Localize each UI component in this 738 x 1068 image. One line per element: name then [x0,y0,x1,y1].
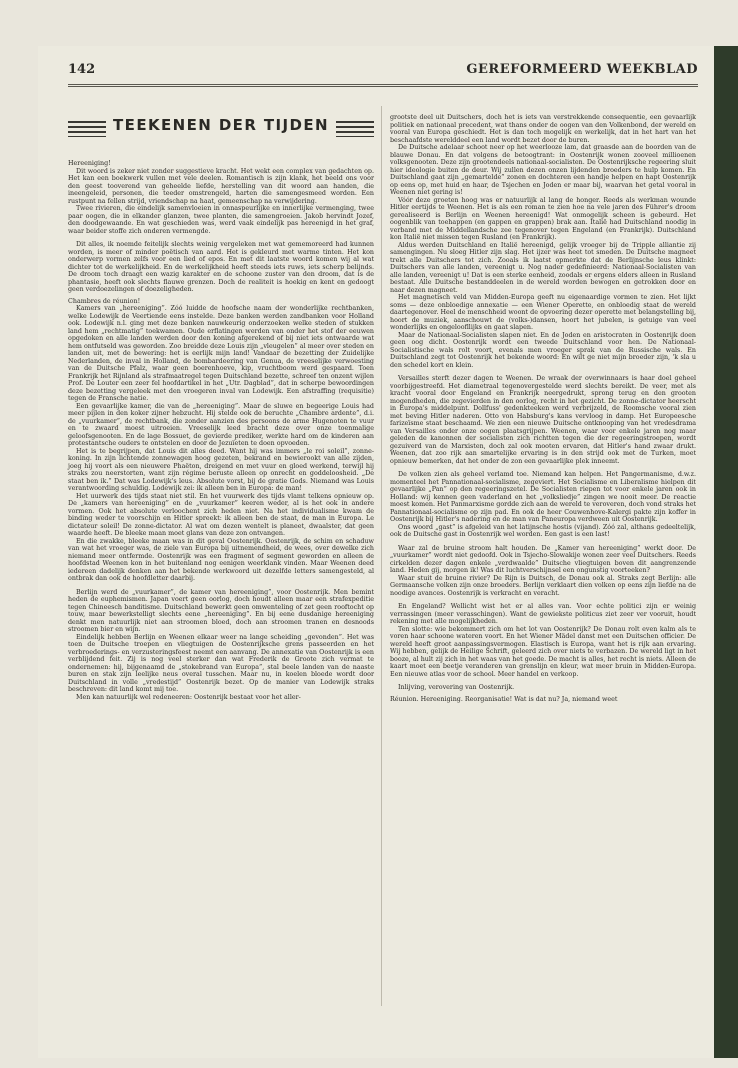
page-edge-shadow [714,46,738,1058]
left-column-paragraph: Men kan natuurlijk wel redeneeren: Oostenrijk bestaat voor het aller- [76,693,301,701]
title-ornament-rule-right [336,121,374,137]
right-column-paragraph: Ten slotte: wie bekommert zich om het lot van Oostenrijk? De Donau rolt even kalm als te voren haar schoone wateren voort. En het Wiener Mädel danst met een Duitschen officier. De wereld heeft groot aanpassingsvermogen. Elastisch is Europa, want het is rijk aan ervaring. Wij hebben, gelijk de Heilige Schrift, geleerd zich over niets te verbazen. De wereld ligt in het booze, al hult zij zich in het waas van het goede. De macht is alles, het recht is niets. Alleen de kaart moet een beetje veranderen van grenslijn en kleur, wat meer bruin in Midden-Europa. Een nieuwe atlas voor de school. Meer handel en verkoop. [390,625,696,678]
article-title-block [68,112,374,148]
right-column-paragraph: Aldus werden Duitschland en Italië hereenigd, gelijk vroeger bij de Tripple alliantie zij samengingen. Nu sloeg Hitler zijn slag. Het ijzer was heet tot smeden. De Duitsche magneet trekt alle Duitschers tot zich. Zooals ik laatst opmerkte dat de Berlijnsche leus klinkt: Duitschers van alle landen, vereenigt u. Nog nader gedefinieerd: Nationaal-Socialisten van alle landen, vereenigt u! Dat is een sterke eenheid, zoodals er ergens elders alleen in Rusland bestaat. Alle Duitsche bestanddeelen in de wereld worden bewogen en getrokken door en naar dezen magneet. [390,241,696,294]
left-column-paragraph: Kamers van „hereeniging”. Zóó luidde de hoofsche naam der wonderlijke rechtbanken, welke Lodewijk de Veertiende eens instelde. Deze banken werden zandbanken voor Holland ook. Lodewijk n.l. ging met deze banken nauwkeurig onderzoeken welke steden of stukken land hem „rechtmatig” toekwamen. Oude erflatingen werden van onder het stof der eeuwen opgedoken en alle landen werden door den koning afgerekend of bij niet iets ontwaarde wat hem ontfutseld was geworden. Zoo breidde deze Louis zijn „vleugelen” al meer over steden en landen uit, met de bewering: het is eerlijk mijn land! Vandaar de bezetting der Zuidelijke Nederlanden, de inval in Holland, de bombardeering van Genua, de vreeselijke verwoesting van de Duitsche Pfalz, waar geen boerenhoeve, kip, vruchtboom werd gespaard. Toen Frankrijk het Rijnland als strafmaatregel tegen Duitschland bezette, schreef ten onzent wijlen Prof. De Louter een zeer fel hoofdartikel in het „Utr. Dagblad”, dat in scherpe bewoordingen deze bezetting vergeleek met den vroegeren inval van Lodewijk. Een afstraffing (requisitie) tegen de Fransche natie. [68,305,374,402]
magazine-page [38,46,714,1058]
left-column-paragraph: Dit alles, ik noemde feitelijk slechts weinig vergeleken met wat gememoreerd had kunnen worden, is meer of minder poëtisch van aard. Het is gekleurd met warme tinten. Het kon onderwerp vormen zelfs voor een lied of epos. En met dit laatste woord komen wij al wat dichter tot de werkelijkheid. En de werkelijkheid heeft steeds iets ruws, iets scherp belijnds. De droom toch draagt een wazig karakter en de schoone zuster van den droom, dat is de phantasie, heeft ook slechts flauwe grenzen. Doch de realiteit is hoekig en kent en gedoogt geen verdoezelingen of doezeligheden. [68,241,374,293]
left-column [68,156,374,701]
left-column-paragraph: Het is te begrijpen, dat Louis dit alles deed. Want hij was immers „le roi soleil”, zonne-koning. In zijn lichtende zonnewagen hoog gezeten, bekrand en bewierookt van alle zijden, joeg hij voort als een nieuwere Phaëton, dreigend en met vuur en gloed werkend, terwijl hij straks zou neerstorten, want zijn régime beruste alleen op onrecht en goddeloosheid. „De staat ben ik.” Dat was Lodewijk's leus. Absolute vorst, bij de gratie Gods. Niemand was Louis verantwoording schuldig. Lodewijk zei: ik alleen ben in Europa: de man! [68,447,374,492]
left-column-paragraph: Berlijn werd de „vuurkamer”, de kamer van hereeniging”, voor Oostenrijk. Men bemint heden de euphemismen. Japan voert geen oorlog, doch houdt alleen maar een strafexpeditie tegen Chineesch banditisme. Duitschland bewerkt geen omwenteling of zet geen rooftocht op touw, maar bewerkstelligt slechts eene „hereeniging”. En bij eene dusdanige hereeniging denkt men natuurlijk niet aan stroomen bloed, doch aan stroomen tranen en desnoods stroomen bier en wijn. [68,588,374,633]
right-column-paragraph: Waar zal de bruine stroom halt houden. De „Kamer van hereeniging” werkt door. De „vuurkamer” wordt niet gedoofd. Ook in Tsjecho-Slowakije wonen zeer veel Duitschers. Reeds cirkelden dezer dagen enkele „verdwaalde” Duitsche vliegtuigen boven dit aangrenzende land. Heden gij, morgen ik! Was dit luchtverschijnsel een ongunstig voorteeken? [390,544,696,574]
left-column-paragraph: Eindelijk hebben Berlijn en Weenen elkaar weer na lange scheiding „gevonden”. Het was toen de Duitsche troepen en vliegtuigen de Oostenrijksche grens passeerden en het verbroederings- en verzusteringsfeest neemt een aanvang. De annexatie van Oostenrijk is een verblijdend feit. Zij is nog veel sterker dan wat Frederik de Groote zich vermat te ondernemen: hij, bijgenaamd de „stokebrand van Europa”, stal beele landen van de naaste buren en stak zijn leelijke neus overal tusschen. Maar nu, in koelen bloede wordt door Duitschland in volle „vredestijd” Oostenrijk bezet. Op de manier van Lodewijk straks beschreven: dit land komt mij toe. [68,633,374,693]
right-column-subheading: Réunion. Hereeniging. Reorganisatie! Wat is dat nu? Ja, niemand weet [390,695,618,703]
left-column-subheading: Chambres de réunion! [68,297,141,305]
right-column-paragraph: En Engeland? Wellicht wist het er al alles van. Voor echte politici zijn er weinig verrassingen (meer verasschingen). Want de gewiekste politicus ziet zeer ver vooruit, houdt rekening met alle mogelijkheden. [390,603,696,625]
left-column-paragraph: Het uurwerk des tijds staat niet stil. En het vuurwerk des tijds vlamt telkens opnieuw op. De „kamers van hereeniging” en de „vuurkamer” keeren weder, al is het ook in andere vormen. Ook het absolute verloochent zich heden niet. Na het individualisme kwam de binding weder te voorschijn en Hitler spreekt: ik alleen ben de staat, de man in Europa. Le dictateur soleil! De zonne-dictator. Al wat om dezen wentelt is planeet, dwaalster, dat geen waarde heeft. De bleeke maan moet glans van deze zon ontvangen. [68,492,374,537]
column-divider [381,106,382,1006]
left-column-subheading: Hereeniging! [68,160,111,167]
left-column-paragraph: Twee rivieren, die eindelijk samenvloeien in onnaspeurlijke en innerlijke vermenging, twee paar oogen, die in elkander glanzen, twee planten, die samengroeien. Jakob hervindt Jozef, den doodgewaande. En wat geschieden was, werd vaak eindelijk pas hereenigd in het graf, waar beider stoffe zich onderen vermengde. [68,205,374,235]
right-column-paragraph: Waar stuit de bruine rivier? De Rijn is Duitsch, de Donau ook al. Straks zegt Berlijn: alle Germaansche volken zijn onze broeders. Berlijn verklaart dien volken op eens zijn liefde na de noodige avances. Oostenrijk is verkracht en veracht. [390,574,696,597]
right-column-paragraph: De volken zien als geheel verlamd toe. Niemand kan helpen. Het Pangermanisme, d.w.z. momenteel het Pannationaal-socialisme, zegeviert. Het Socialisme en Liberalisme hielpen dit gevaarlijke „Pan” op den regeeringszetel. De Socialisten riepen tot voor enkele jaren ook in Holland: wij kennen geen vaderland en het „volksliedje” zingen we nooit meer. De reactie moest komen. Het Panmarxisme gordde zich aan de wereld te veroveren, doch vond straks het Pannationaal-socialisme op zijn pad. En ook de heer Couwenhove-Kalergi pakte zijn koffer in Oostenrijk bij Hitler's nadering en de man van Paneuropa verdween uit Oostenrijk. [390,471,696,523]
right-column-paragraph: Versailles sterft dezer dagen te Weenen. De wraak der overwinnaars is haar doel geheel voorbijgestreefd. Het diametraal tegenovergestelde werd slechts bereikt. De veer, met als kracht vooral door Engeland en Frankrijk neergedrukt, sprong terug en den grooten mogendheden, die zegevierden in den oorlog, recht in het gezicht. De zonne-dictator heerscht in Europa's middelpunt. Dollfuss' gedenkteeken werd verbrijzeld, de Roomsche vooral zien met beving Hitler naderen. Otto von Habsburg's kans vervloog in damp. Het Europeesche farizeïsme staat beschaamd. We zien een nieuwe Duitsche ontknooping van het vredesdrama van Versailles onder onze oogen plaatsgrijpen. Weenen, waar voor enkele jaren nog maar geleden de kanonnen der socialisten zich richtten tegen die der regeeringstroepen, wordt gezuiverd van de Marxisten, doch zal ook mooten ervaren, dat Hitler's hand zwaar drukt. Weenen, dat zoo rijk aan smartelijke ervaring is in den strijd ook met de Turken, moet opnieuw bemerken, dat het onder de zon een gevaarlijke plek inneemt. [390,375,696,465]
left-column-paragraph: Een gevaarlijke kamer, die van de „hereeniging”. Maar de sluwe en begeerige Louis had meer pijlen in den koker zijner hebzucht. Hij stelde ook de beruchte „Chambre ardente”, d.i. de „vuurkamer”, de rechtbank, die zonder aanzien des persoons de arme Hugenoten te vuur en te zwaard moest uitroeien. Vreeselijk leed bracht deze over onze toenmalige geloofsgenooten. En de lage Bossuet, de gevierde prediker, werkte hard om de kinderen aan protestantsche ouders te ontstelen en door de Jezuïeten te doen opvoeden. [68,402,374,447]
right-column-paragraph: Het magnetisch veld van Midden-Europa geeft nu eigenaardige vormen te zien. Het lijkt soms — deze onbloedige annexatie — een Wiener Operette, en onbloedig staat de wereld daartegenover. Heel de menschheid woont de opvoering dezer operette met belangstelling bij, hoort de muziek, aanschouwt de (volks-)dansen, hoort het jubelen, is getuige van veel wonderlijks en ongeloofllijks en gaat slapen. [390,294,696,331]
title-ornament-rule-left [68,121,106,137]
right-column-paragraph: Maar de Nationaal-Socialisten slapen niet. En de Joden en aristocraten in Oostenrijk doen geen oog dicht. Oostenrijk wordt een tweede Duitschland voor hen. De Nationaal-Socialistische wals rolt voort, evenals men vroeger sprak van de Russische wals. En Duitschland zegt tot Oostenrijk het bekende woord: En wilt ge niet mijn broeder zijn, 'k sla u den schedel kort en klein. [390,331,696,369]
left-column-paragraph: En die zwakke, bleeke maan was in dit geval Oostenrijk. Oostenrijk, de schim en schaduw van wat het vroeger was, de ziele van Europa bij uitnemendheid, de wees, over dewelke zich niemand meer ontfermde. Oostenrijk was een fragment of segment geworden en alleen de hoofdstad Weenen kon in het buitenland nog eenigen weerklank vinden. Maar Weenen deed iedereen dadelijk denken aan het bekende werkwoord uit dezelfde letters samengesteld, al ontbrak dan ook de hoofdletter daarbij. [68,537,374,582]
page-number: 142 [68,62,96,77]
right-column-paragraph: De Duitsche adelaar schoot neer op het weerlooze lam, dat graasde aan de boorden van de blauwe Donau. En dat volgens de betoogtrant: in Oostenrijk wonen zooveel millioenen volksgenooten. Deze zijn grootendeels nationaal-socialisten. De Oostenrijksche regeering sluit hier ideologie buiten de deur. Wij zullen dezen onzen lijdenden broeders te hulp komen. En Duitschland gaat zijn „gemartelde” zonen en dochteren een handje helpen en hapt Oostenrijk op eens op, met huid en haar, de Tsjechen en Joden er maar bij, waarvan het getal vooral in Weenen niet gering is! [390,144,696,196]
article-title: TEEKENEN DER TIJDEN [113,116,329,134]
left-column-paragraph: Dit woord is zeker niet zonder suggestieve kracht. Het wekt een complex van gedachten op. Het kan een boekwerk vullen met vele deelen. Romantisch is zijn klank, het beeld ons voor den geest tooverend van geheelde liefde, herstelling van dit woord aan handen, die ineengeleid, personen, die teeder omstrengeld, harten die samengesmeed worden. Een rustpunt na fellen strijd, vriendschap na haat, gemeenschap na verwijdering. [68,167,374,205]
right-column [390,114,696,703]
running-head: GEREFORMEERD WEEKBLAD [466,62,698,77]
right-column-paragraph: grootste deel uit Duitschers, doch het is iets van verstrekkende consequentie, een gevaarlijk politiek en nationaal precedent, wat thans onder de oogen van den Volkenbond, der wereld en vooral van Europa geschiedt. Het is dan toch mogelijk en werkelijk, dat in het hart van het beschaafdste werelddeel een land wordt bezet door de buren. [390,114,696,144]
right-column-paragraph: Vóór deze groeten hoog was er natuurlijk al lang de honger. Reeds als werkman wounde Hitler eertijds te Weenen. Het is als een roman te zien hoe na vele jaren des Führer's droom gerealiseerd is Berlijn en Weenen hereenigd! Wat onmogelijk scheen is gebeurd. Het oogenblik van toehappen (en gappen en grappen) brak aan. Italië had Duitschland noodig in verband met de Middellandsche zee tegenover tegen Engeland (en Frankrijk). Duitschland kon Italië niet missen tegen Rusland (en Frankrijk). [390,196,696,241]
page-header [68,62,698,87]
right-column-paragraph: Inlijving, verovering van Oostenrijk. [398,684,515,691]
right-column-paragraph: Ons woord „gast” is afgeleid van het latijnsche hostis (vijand). Zóó zal, althans gedeeltelijk, ook de Duitsche gast in Oostenrijk wel worden. Een gast is een last! [390,523,696,538]
